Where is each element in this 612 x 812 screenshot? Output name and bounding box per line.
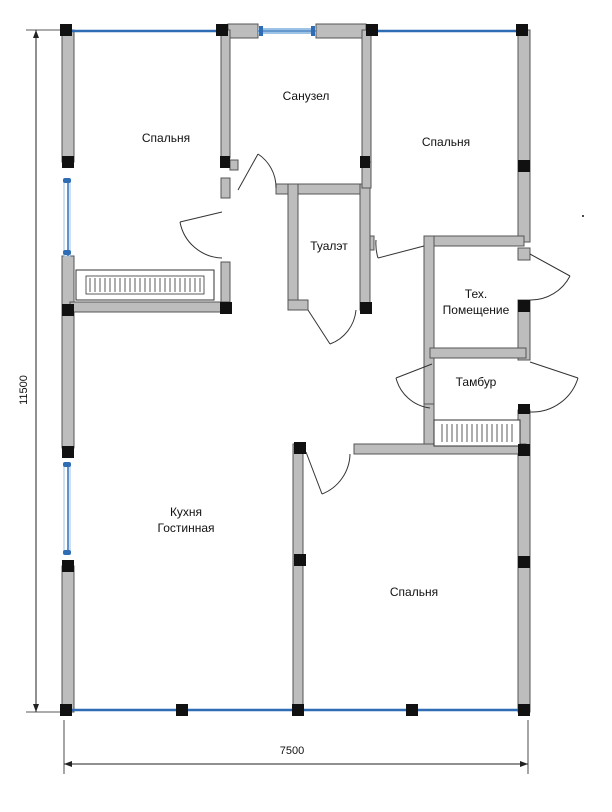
column xyxy=(292,704,304,716)
column xyxy=(518,300,530,312)
room-label-bathroom: Санузел xyxy=(282,89,330,103)
wall-tech-vestibule xyxy=(430,348,526,358)
east-wall-segment xyxy=(518,248,530,260)
west-wall-lower xyxy=(62,566,74,712)
column xyxy=(176,704,188,716)
door-bedroom-ne xyxy=(376,240,424,258)
north-wall-bath-right xyxy=(316,24,366,38)
column xyxy=(294,442,306,454)
column xyxy=(518,556,530,568)
room-label-kitchen-line1: Кухня xyxy=(169,505,203,519)
door-bedroom-se xyxy=(306,452,350,494)
column xyxy=(518,404,530,414)
column xyxy=(518,444,530,456)
column xyxy=(406,704,418,716)
room-label-vestibule: Тамбур xyxy=(455,375,497,389)
width-dimension-label: 7500 xyxy=(279,745,305,757)
column xyxy=(216,24,228,36)
dimension-width xyxy=(64,720,528,774)
column xyxy=(360,156,370,168)
column xyxy=(516,24,528,36)
door-bathroom xyxy=(238,154,276,190)
room-label-toilet: Туалэт xyxy=(310,239,348,253)
column xyxy=(62,156,74,168)
wall-bedroom-west xyxy=(293,444,303,712)
column xyxy=(518,160,530,172)
door-tech-room xyxy=(530,254,570,300)
column xyxy=(360,302,372,314)
room-label-bedroom-nw: Спальня xyxy=(141,131,191,145)
column xyxy=(220,302,232,314)
column xyxy=(62,446,74,458)
stray-dot xyxy=(582,215,584,217)
window-west-living xyxy=(64,464,70,554)
north-wall-bath-left xyxy=(228,24,258,38)
height-dimension-label: 11500 xyxy=(18,375,30,405)
column xyxy=(60,704,72,716)
west-wall-upper xyxy=(62,30,74,162)
wall-bedroom-south xyxy=(70,302,230,312)
door-toilet xyxy=(308,310,356,344)
wall-tech-west xyxy=(424,236,434,414)
column xyxy=(366,24,378,36)
column xyxy=(518,704,530,716)
column xyxy=(62,304,74,316)
room-label-tech-room-line1: Тех. xyxy=(464,287,488,301)
room-label-kitchen-line2: Гостинная xyxy=(157,521,215,535)
wall-toilet-east xyxy=(360,184,370,310)
room-label-bedroom-ne: Спальня xyxy=(421,135,471,149)
column xyxy=(220,156,230,168)
column xyxy=(294,554,306,566)
column xyxy=(60,24,72,36)
wall-toilet-west xyxy=(288,184,298,310)
door-bedroom-nw xyxy=(180,212,222,258)
room-labels xyxy=(142,89,510,599)
window-west-bedroom xyxy=(64,180,70,256)
wall-bedroom-bath xyxy=(221,30,230,158)
radiator-bedroom xyxy=(76,270,214,300)
door-entrance xyxy=(530,362,578,412)
room-label-bedroom-se: Спальня xyxy=(389,585,439,599)
room-label-tech-room-line2: Помещение xyxy=(442,303,510,317)
east-wall-upper xyxy=(518,30,530,242)
dimension-height xyxy=(18,30,62,712)
column xyxy=(62,560,74,572)
interior-walls xyxy=(70,30,526,712)
wall-bedroom-tech xyxy=(424,236,524,246)
wall-bath-bedroom xyxy=(362,30,371,162)
radiator-vestibule xyxy=(434,420,520,446)
west-wall-middle xyxy=(62,256,74,448)
